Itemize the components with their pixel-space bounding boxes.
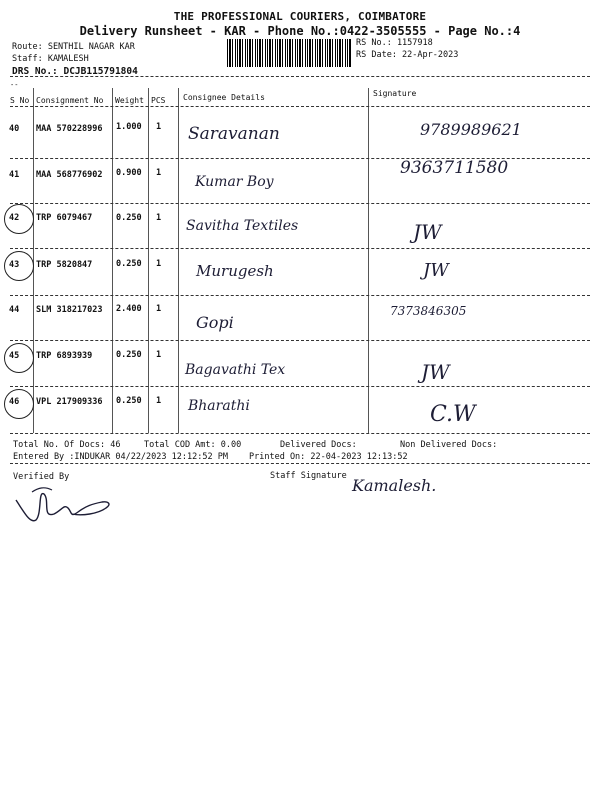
row-consignment: SLM 318217023 <box>36 305 103 315</box>
consignee-handwriting: Gopi <box>196 313 234 332</box>
signature-handwriting: JW <box>413 220 442 244</box>
col-weight: Weight <box>115 96 144 105</box>
row-consignment: VPL 217909336 <box>36 397 103 407</box>
row-consignment: TRP 6893939 <box>36 351 93 361</box>
column-rule <box>148 88 149 433</box>
signature-handwriting: JW <box>421 360 450 384</box>
drs-number: DRS No.: DCJB115791804 <box>12 66 138 77</box>
route-label: Route: SENTHIL NAGAR KAR <box>12 42 135 52</box>
col-pcs: PCS <box>151 96 166 105</box>
staff-label: Staff: KAMALESH <box>12 54 89 64</box>
row-consignment: MAA 568776902 <box>36 170 103 180</box>
staff-signature-handwriting: Kamalesh. <box>352 476 437 495</box>
row-weight: 1.000 <box>116 122 142 132</box>
consignee-handwriting: Bharathi <box>188 398 250 414</box>
column-rule <box>178 88 179 433</box>
signature-handwriting: 9363711580 <box>400 158 509 178</box>
row-consignment: TRP 5820847 <box>36 260 93 270</box>
row-weight: 0.900 <box>116 168 142 178</box>
row-sno: 43 <box>9 260 20 270</box>
row-separator <box>10 386 590 387</box>
rs-number: RS No.: 1157918 <box>356 38 433 48</box>
consignee-handwriting: Murugesh <box>196 262 274 280</box>
consignee-handwriting: Savitha Textiles <box>186 218 299 234</box>
row-sno: 46 <box>9 397 20 407</box>
row-weight: 0.250 <box>116 259 142 269</box>
row-sno: 45 <box>9 351 20 361</box>
row-separator <box>10 340 590 341</box>
consignee-handwriting: Bagavathi Tex <box>185 362 286 378</box>
company-name: THE PROFESSIONAL COURIERS, COIMBATORE <box>173 10 427 23</box>
row-weight: 0.250 <box>116 350 142 360</box>
separator-footer <box>10 463 590 464</box>
row-pcs: 1 <box>156 213 162 223</box>
separator-bottom <box>10 433 590 434</box>
row-sno: 41 <box>9 170 20 180</box>
row-sno: 42 <box>9 213 20 223</box>
row-pcs: 1 <box>156 350 162 360</box>
row-weight: 0.250 <box>116 396 142 406</box>
col-consignee: Consignee Details <box>183 93 265 102</box>
signature-handwriting: 9789989621 <box>420 120 522 139</box>
column-rule <box>368 88 369 433</box>
separator-header <box>10 106 590 107</box>
row-separator <box>10 248 590 249</box>
separator-top <box>10 76 590 77</box>
barcode <box>227 39 351 67</box>
consignee-handwriting: Saravanan <box>188 124 280 144</box>
total-docs: Total No. Of Docs: 46 <box>13 440 121 450</box>
verifier-signature <box>12 482 122 532</box>
runsheet-title: Delivery Runsheet - KAR - Phone No.:0422-3505555 - Page No.:4 <box>79 24 521 38</box>
col-sno: S No <box>10 96 30 105</box>
row-separator <box>10 203 590 204</box>
row-pcs: 1 <box>156 396 162 406</box>
row-pcs: 1 <box>156 259 162 269</box>
printed-on: Printed On: 22-04-2023 12:13:52 <box>249 452 408 462</box>
row-separator <box>10 295 590 296</box>
row-sno: 44 <box>9 305 20 315</box>
consignee-handwriting: Kumar Boy <box>195 174 274 190</box>
row-pcs: 1 <box>156 168 162 178</box>
signature-handwriting: 7373846305 <box>390 304 467 318</box>
delivered-docs: Delivered Docs: <box>280 440 357 450</box>
row-consignment: MAA 570228996 <box>36 124 103 134</box>
rs-date: RS Date: 22-Apr-2023 <box>356 50 459 60</box>
row-weight: 2.400 <box>116 304 142 314</box>
row-pcs: 1 <box>156 122 162 132</box>
row-pcs: 1 <box>156 304 162 314</box>
col-consignment: Consignment No <box>36 96 104 105</box>
total-cod: Total COD Amt: 0.00 <box>144 440 242 450</box>
non-delivered-docs: Non Delivered Docs: <box>400 440 498 450</box>
signature-handwriting: C.W <box>430 402 476 427</box>
signature-handwriting: JW <box>423 260 449 281</box>
entered-by: Entered By :INDUKAR 04/22/2023 12:12:52 PM <box>13 452 228 462</box>
row-weight: 0.250 <box>116 213 142 223</box>
row-consignment: TRP 6079467 <box>36 213 93 223</box>
col-signature: Signature <box>373 89 417 98</box>
staff-signature-label: Staff Signature <box>270 471 347 481</box>
column-rule <box>112 88 113 433</box>
row-sno: 40 <box>9 124 20 134</box>
verified-by-label: Verified By <box>13 472 70 482</box>
